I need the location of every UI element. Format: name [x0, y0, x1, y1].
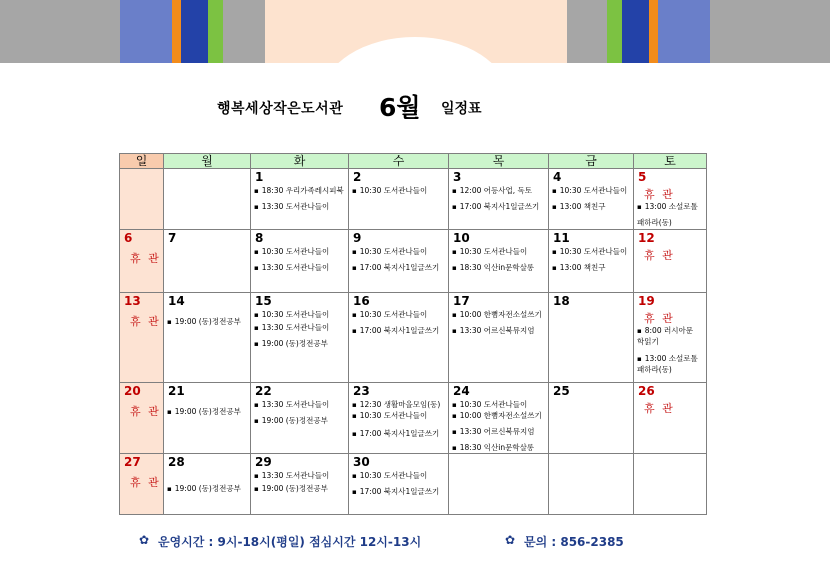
day-number: 13	[124, 294, 141, 308]
banner-stripe	[607, 0, 622, 63]
day-cell	[251, 454, 349, 515]
day-cell	[549, 383, 634, 454]
event-item: ▪ 17:00 북지사1일글쓰기	[352, 429, 439, 439]
day-cell	[120, 230, 164, 293]
week-row	[120, 383, 707, 454]
event-item: 학읽기	[637, 337, 659, 346]
banner-stripe	[649, 0, 658, 63]
day-cell	[634, 454, 707, 515]
event-item: ▪ 12:00 어등사업, 독토	[452, 186, 532, 196]
day-cell	[549, 169, 634, 230]
day-number: 2	[353, 170, 362, 184]
holiday-label: 휴 관	[644, 188, 675, 201]
event-item: ▪ 19:00 (동)정전공부	[254, 484, 328, 494]
weekday-header: 화	[251, 154, 349, 169]
event-item: ▪ 10:00 한뼘자전소설쓰기	[452, 411, 542, 421]
contact-info: 문의 : 856-2385	[524, 535, 624, 549]
calendar-table	[119, 153, 707, 515]
event-item: ▪ 10:30 도서관나들이	[352, 310, 427, 320]
event-item: ▪ 8:00 러시아문	[637, 326, 693, 336]
day-cell	[349, 169, 449, 230]
event-item: ▪ 10:30 도서관나들이	[352, 411, 427, 421]
flower-icon: ✿	[505, 533, 516, 547]
day-number: 11	[553, 231, 570, 245]
event-item: ▪ 13:30 도서관나들이	[254, 323, 329, 333]
event-item: ▪ 10:30 도서관나들이	[352, 247, 427, 257]
holiday-label: 휴 관	[130, 405, 161, 418]
day-number: 12	[638, 231, 655, 245]
event-item: ▪ 10:30 도서관나들이	[352, 186, 427, 196]
banner-stripe	[120, 0, 172, 63]
event-item: ▪ 13:00 소설로톨	[637, 202, 698, 212]
event-item: ▪ 19:00 (동)정전공부	[167, 484, 241, 494]
week-row	[120, 230, 707, 293]
weekday-header: 월	[164, 154, 251, 169]
day-number: 26	[638, 384, 655, 398]
holiday-label: 휴 관	[130, 315, 161, 328]
event-item: ▪ 10:30 도서관나들이	[552, 247, 627, 257]
day-number: 8	[255, 231, 264, 245]
day-cell	[634, 383, 707, 454]
day-cell	[120, 293, 164, 383]
day-cell	[549, 230, 634, 293]
page-title	[0, 88, 830, 128]
holiday-label: 휴 관	[644, 249, 675, 262]
event-item: ▪ 17:00 북지사1일글쓰기	[352, 326, 439, 336]
banner-stripe	[181, 0, 208, 63]
event-item: ▪ 19:00 (동)정전공부	[167, 407, 241, 417]
event-item: ▪ 10:30 도서관나들이	[452, 247, 527, 257]
event-item: ▪ 19:00 (동)정전공부	[254, 416, 328, 426]
day-cell	[164, 454, 251, 515]
event-item: ▪ 13:30 도서관나들이	[254, 400, 329, 410]
day-number: 25	[553, 384, 570, 398]
flower-icon: ✿	[139, 533, 150, 547]
day-number: 14	[168, 294, 185, 308]
weekday-header: 일	[120, 154, 164, 169]
day-number: 23	[353, 384, 370, 398]
day-number: 3	[453, 170, 462, 184]
event-item: 패하라(동)	[637, 365, 672, 374]
event-item: ▪ 13:00 책친구	[552, 263, 605, 273]
event-item: ▪ 10:30 도서관나들이	[452, 400, 527, 410]
day-cell	[449, 454, 549, 515]
week-row	[120, 293, 707, 383]
day-cell	[120, 454, 164, 515]
event-item: ▪ 13:30 도서관나들이	[254, 263, 329, 273]
day-number: 5	[638, 170, 647, 184]
day-cell	[349, 454, 449, 515]
holiday-label: 휴 관	[130, 476, 161, 489]
event-item: ▪ 19:00 (동)정전공부	[254, 339, 328, 349]
event-item: ▪ 18:30 익산in문학살롱	[452, 443, 534, 453]
day-number: 19	[638, 294, 655, 308]
week-row	[120, 169, 707, 230]
day-number: 20	[124, 384, 141, 398]
day-cell	[251, 169, 349, 230]
day-number: 27	[124, 455, 141, 469]
day-cell	[349, 383, 449, 454]
day-cell	[349, 230, 449, 293]
weekday-header: 목	[449, 154, 549, 169]
banner-stripe	[208, 0, 223, 63]
day-cell	[164, 383, 251, 454]
day-number: 17	[453, 294, 470, 308]
holiday-label: 휴 관	[130, 252, 161, 265]
day-number: 29	[255, 455, 272, 469]
day-number: 10	[453, 231, 470, 245]
day-number: 15	[255, 294, 272, 308]
day-cell	[634, 230, 707, 293]
month-label: 6월	[379, 93, 421, 122]
day-number: 9	[353, 231, 362, 245]
event-item: ▪ 13:30 도서관나들이	[254, 202, 329, 212]
footer-info	[0, 533, 830, 551]
day-number: 16	[353, 294, 370, 308]
day-cell	[549, 454, 634, 515]
weekday-header: 금	[549, 154, 634, 169]
day-cell	[120, 383, 164, 454]
day-cell	[120, 169, 164, 230]
day-number: 18	[553, 294, 570, 308]
day-cell	[251, 383, 349, 454]
day-number: 22	[255, 384, 272, 398]
event-item: ▪ 17:00 북지사1일글쓰기	[352, 263, 439, 273]
holiday-label: 휴 관	[644, 402, 675, 415]
day-cell	[349, 293, 449, 383]
day-number: 28	[168, 455, 185, 469]
day-cell	[549, 293, 634, 383]
day-number: 21	[168, 384, 185, 398]
day-cell	[164, 293, 251, 383]
schedule-label: 일정표	[441, 101, 482, 117]
banner-stripe	[172, 0, 181, 63]
day-cell	[449, 383, 549, 454]
event-item: ▪ 13:30 도서관나들이	[254, 471, 329, 481]
day-cell	[449, 169, 549, 230]
day-cell	[634, 293, 707, 383]
day-number: 7	[168, 231, 177, 245]
day-number: 30	[353, 455, 370, 469]
day-number: 4	[553, 170, 562, 184]
header-banner	[0, 0, 830, 63]
day-number: 1	[255, 170, 264, 184]
day-cell	[449, 230, 549, 293]
event-item: ▪ 12:30 생활마을모임(동)	[352, 400, 440, 410]
weekday-header: 수	[349, 154, 449, 169]
operating-hours: 운영시간 : 9시-18시(평일) 점심시간 12시-13시	[158, 535, 422, 549]
event-item: ▪ 18:30 우리가족레시피북	[254, 186, 344, 196]
library-name: 행복세상작은도서관	[217, 101, 344, 117]
day-number: 6	[124, 231, 133, 245]
day-cell	[164, 230, 251, 293]
event-item: ▪ 19:00 (동)정전공부	[167, 317, 241, 327]
event-item: ▪ 10:30 도서관나들이	[254, 247, 329, 257]
event-item: ▪ 10:30 도서관나들이	[552, 186, 627, 196]
event-item: ▪ 10:00 한뼘자전소설쓰기	[452, 310, 542, 320]
banner-stripe	[658, 0, 710, 63]
day-cell	[251, 230, 349, 293]
holiday-label: 휴 관	[644, 312, 675, 325]
day-cell	[164, 169, 251, 230]
event-item: ▪ 13:30 어르신북뮤지엄	[452, 326, 534, 336]
event-item: ▪ 10:30 도서관나들이	[254, 310, 329, 320]
banner-stripe	[622, 0, 649, 63]
day-cell	[449, 293, 549, 383]
week-row	[120, 454, 707, 515]
day-cell	[634, 169, 707, 230]
event-item: ▪ 17:00 북지사1일글쓰기	[352, 487, 439, 497]
event-item: ▪ 18:30 익산in문학살롱	[452, 263, 534, 273]
event-item: ▪ 10:30 도서관나들이	[352, 471, 427, 481]
day-number: 24	[453, 384, 470, 398]
event-item: ▪ 13:30 어르신북뮤지엄	[452, 427, 534, 437]
event-item: 패하라(동)	[637, 218, 672, 227]
event-item: ▪ 13:00 소설로톨	[637, 354, 698, 364]
event-item: ▪ 17:00 북지사1일글쓰기	[452, 202, 539, 212]
day-cell	[251, 293, 349, 383]
weekday-header-row	[120, 154, 707, 169]
weekday-header: 토	[634, 154, 707, 169]
event-item: ▪ 13:00 책친구	[552, 202, 605, 212]
